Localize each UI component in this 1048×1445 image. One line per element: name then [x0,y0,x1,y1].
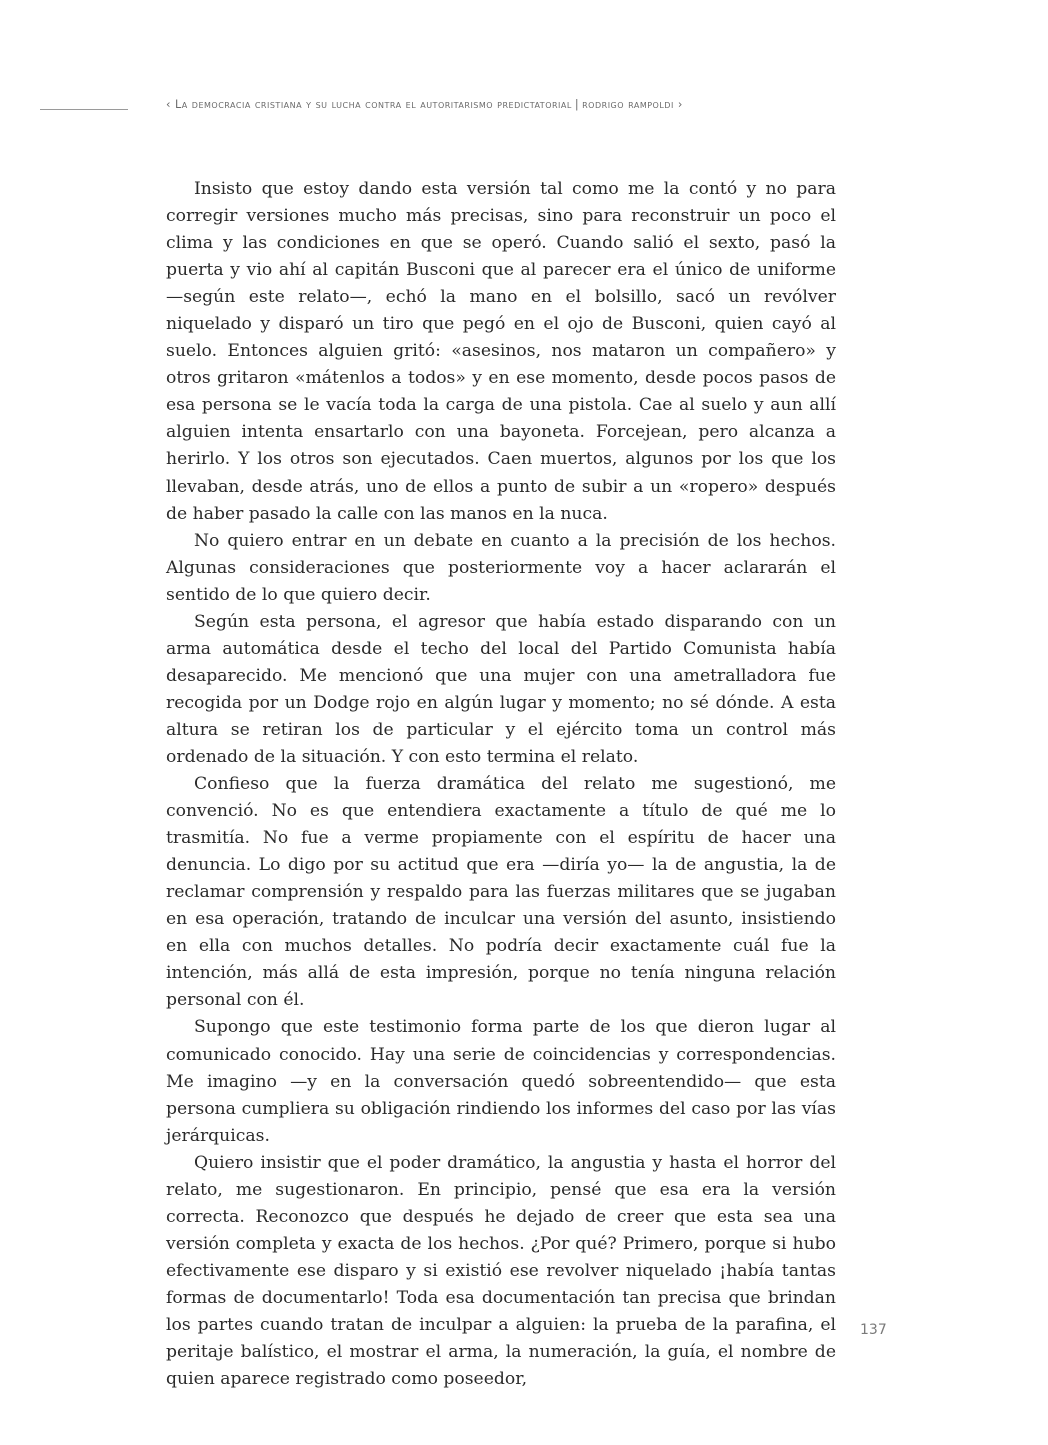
header-open-bracket: ‹ [166,98,171,111]
paragraph: Según esta persona, el agresor que había estado disparando con un arma automática desde el techo del local del Partido Comunista había desaparecido. Me mencionó que una mujer con una ametralladora fue recogida por un Dodge rojo en algún lugar y momento; no sé dónde. A esta altura se retiran los de particular y el ejército toma un control más ordenado de la situación. Y con esto termina el relato. [166,611,836,767]
paragraph: No quiero entrar en un debate en cuanto a la precisión de los hechos. Algunas consideraciones que posteriormente voy a hacer aclararán el sentido de lo que quiero decir. [166,530,836,605]
paragraph: Supongo que este testimonio forma parte de los que dieron lugar al comunicado conocido. Hay una serie de coincidencias y correspondencias. Me imagino —y en la conversación quedó sobreentendido— que esta persona cumpliera su obligación rindiendo los informes del caso por las vías jerárquicas. [166,1017,836,1146]
header-close-bracket: › [677,98,683,111]
header-author: rodrigo rampoldi [582,98,674,111]
body-text [166,176,836,1393]
page-number: 137 [860,1322,887,1338]
paragraph: Insisto que estoy dando esta versión tal como me la contó y no para corregir versiones mucho más precisas, sino para reconstruir un poco el clima y las condiciones en que se operó. Cuando salió el sexto, pasó la puerta y vio ahí al capitán Busconi que al parecer era el único de uniforme —según este relato—, echó la mano en el bolsillo, sacó un revólver niquelado y disparó un tiro que pegó en el ojo de Busconi, quien cayó al suelo. Entonces alguien gritó: «asesinos, nos mataron un compañero» y otros gritaron «mátenlos a todos» y en ese momento, desde pocos pasos de esa persona se le vacía toda la carga de una pistola. Cae al suelo y aun allí alguien intenta ensartarlo con una bayoneta. Forcejean, pero alcanza a herirlo. Y los otros son ejecutados. Caen muertos, algunos por los que los llevaban, desde atrás, uno de ellos a punto de subir a un «ropero» después de haber pasado la calle con las manos en la nuca. [166,179,836,524]
header-rule [40,109,128,110]
paragraph: Confieso que la fuerza dramática del relato me sugestionó, me convenció. No es que entendiera exactamente a título de qué me lo trasmitía. No fue a verme propiamente con el espíritu de hacer una denuncia. Lo digo por su actitud que era —diría yo— la de angustia, la de reclamar comprensión y respaldo para las fuerzas militares que se jugaban en esa operación, tratando de inculcar una versión del asunto, insistiendo en ella con muchos detalles. No podría decir exactamente cuál fue la intención, más allá de esta impresión, porque no tenía ninguna relación personal con él. [166,774,836,1011]
paragraph: Quiero insistir que el poder dramático, la angustia y hasta el horror del relato, me sugestionaron. En principio, pensé que esa era la versión correcta. Reconozco que después he dejado de creer que esta sea una versión completa y exacta de los hechos. ¿Por qué? Primero, porque si hubo efectivamente ese disparo y si existió ese revolver niquelado ¡había tantas formas de documentarlo! Toda esa documentación tan precisa que brindan los partes cuando tratan de inculpar a alguien: la prueba de la parafina, el peritaje balístico, el mostrar el arma, la numeración, la guía, el nombre de quien aparece registrado como poseedor, [166,1152,836,1390]
running-header [166,97,866,113]
header-title: La democracia cristiana y su lucha contra el autoritarismo predictatorial [175,98,572,111]
header-separator: | [574,98,580,111]
